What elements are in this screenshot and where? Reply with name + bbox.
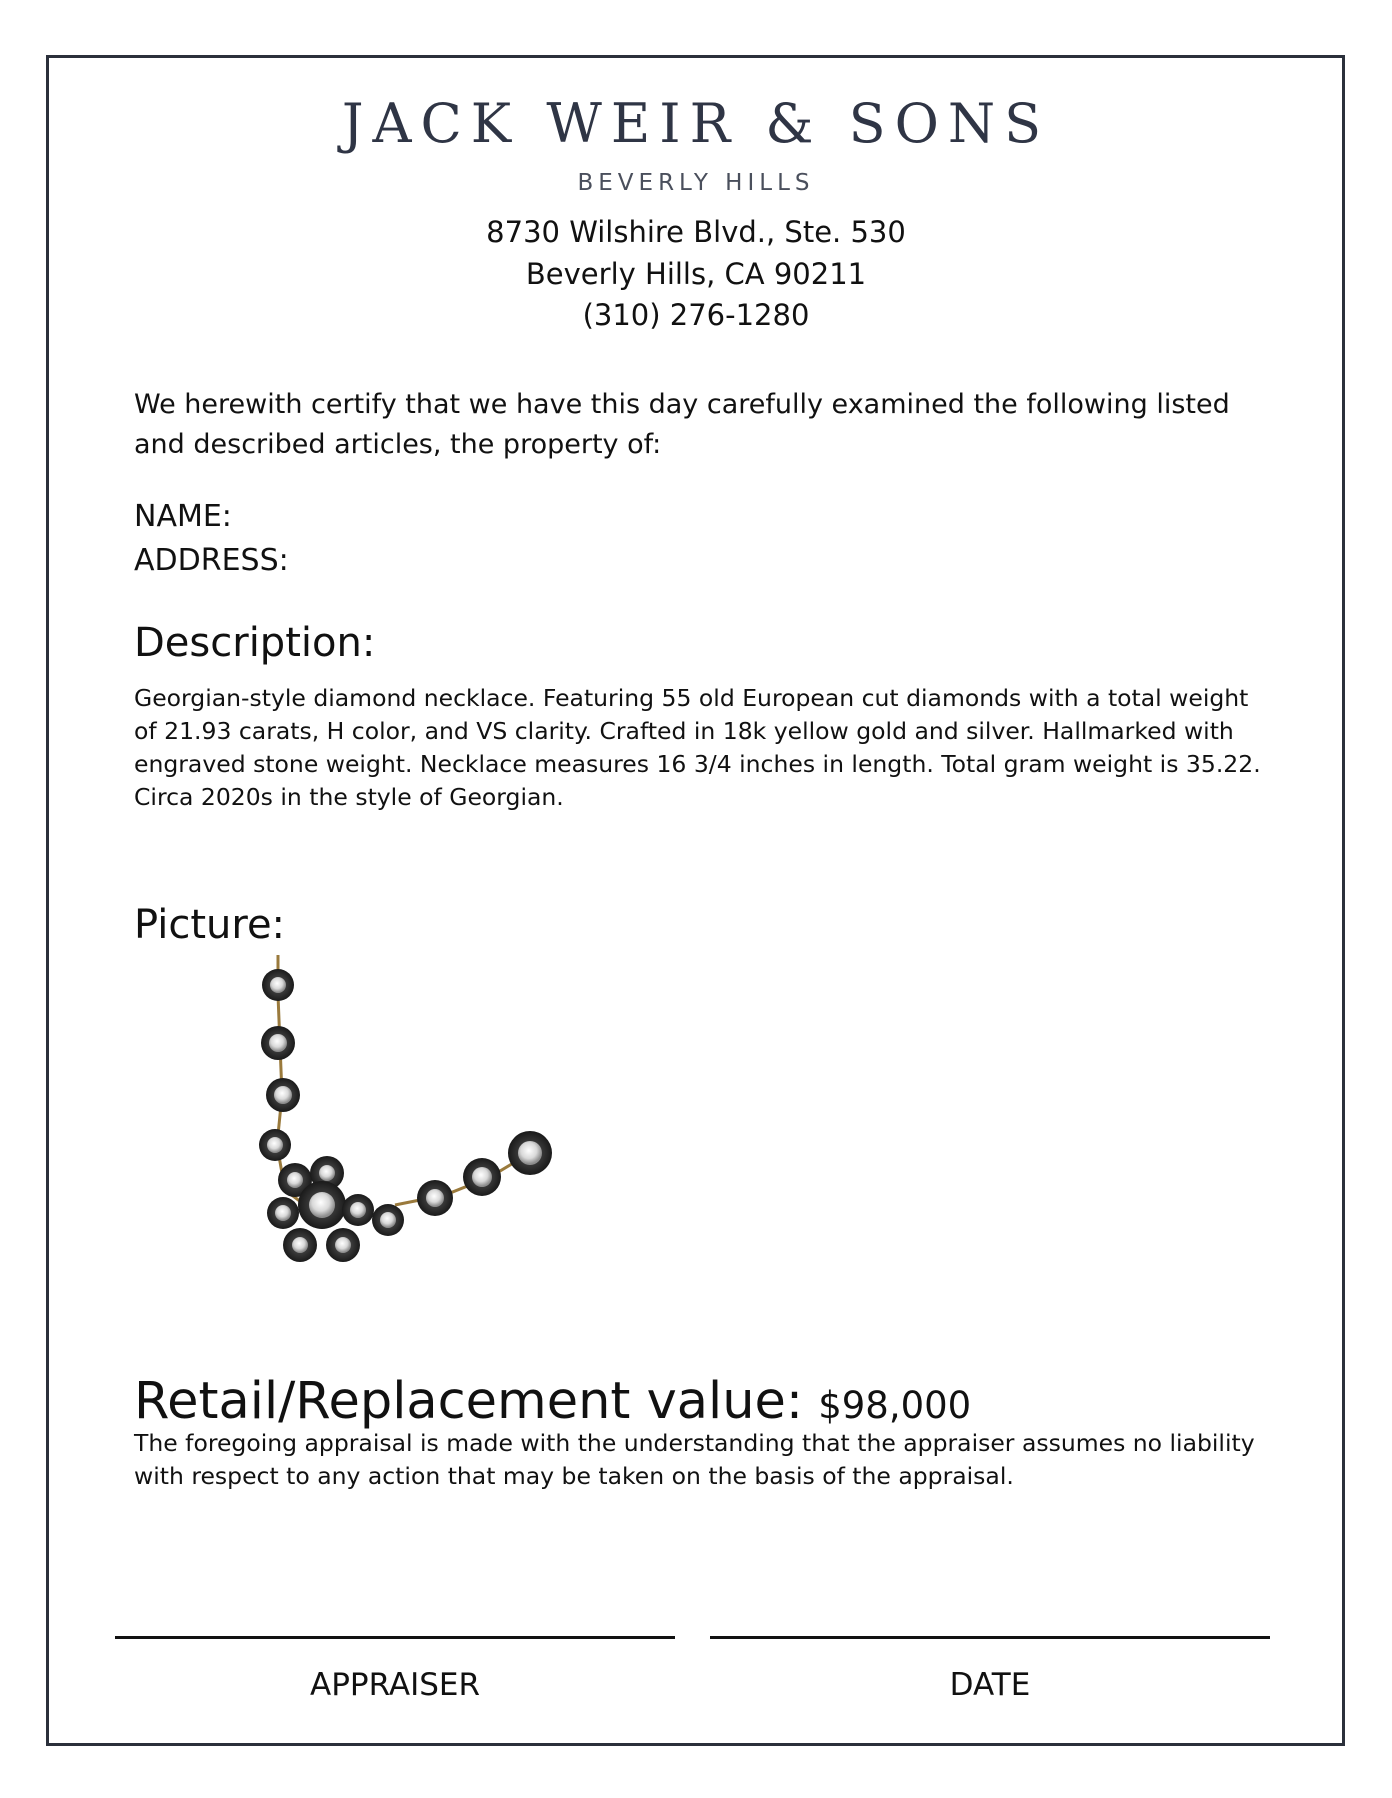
appraiser-label: APPRAISER xyxy=(309,1667,481,1703)
necklace-photo xyxy=(245,955,590,1295)
retail-value-label: Retail/Replacement value: xyxy=(134,1372,804,1431)
retail-value-line xyxy=(134,1372,971,1431)
description-text: Georgian-style diamond necklace. Featuring 55 old European cut diamonds with a total weight of 21.93 carats, H color, and VS clarity. Crafted in 18k yellow gold and silver. Hallmarked with engraved stone weight. Necklace measures 16 3/4 inches in length. Total gram weight is 35.22. Circa 2020s in the style of Georgian. xyxy=(134,684,1261,811)
phone-number: (310) 276-1280 xyxy=(582,298,810,332)
certification-statement: We herewith certify that we have this day carefully examined the following listed and described articles, the property of: xyxy=(134,389,1230,460)
address-label: ADDRESS: xyxy=(134,543,289,578)
address-line-1: 8730 Wilshire Blvd., Ste. 530 xyxy=(486,215,906,249)
date-signature-line xyxy=(710,1636,1270,1639)
brand-logo: JACK WEIR & SONS xyxy=(341,92,1051,155)
retail-value-amount: $98,000 xyxy=(818,1384,972,1427)
appraiser-signature-line xyxy=(115,1636,675,1639)
brand-city: BEVERLY HILLS xyxy=(577,170,815,196)
name-label: NAME: xyxy=(134,499,232,534)
address-line-2: Beverly Hills, CA 90211 xyxy=(525,257,867,291)
description-heading: Description: xyxy=(134,620,376,666)
date-label: DATE xyxy=(949,1667,1031,1703)
picture-heading: Picture: xyxy=(134,902,286,948)
appraisal-disclaimer: The foregoing appraisal is made with the understanding that the appraiser assumes no liability with respect to any action that may be taken on the basis of the appraisal. xyxy=(134,1429,1255,1490)
